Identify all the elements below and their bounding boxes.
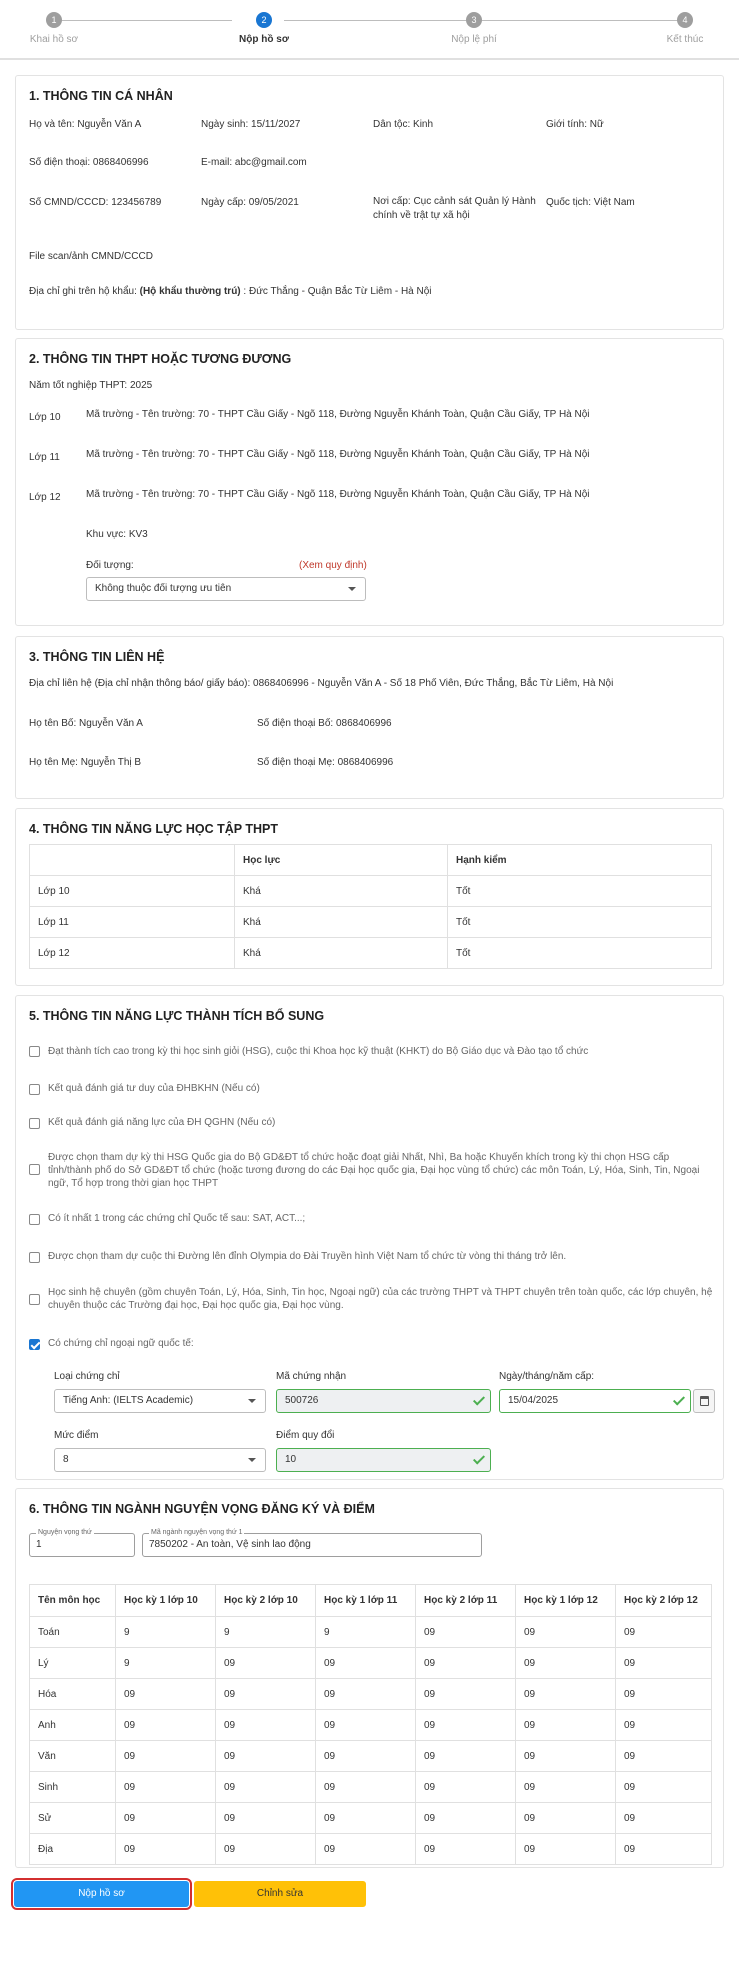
score-cell: 09 [416, 1772, 516, 1803]
score-cell: 09 [516, 1834, 616, 1865]
table-row [30, 1741, 712, 1772]
issue-date: Ngày cấp: 09/05/2021 [201, 197, 299, 208]
score-cell: 09 [416, 1834, 516, 1865]
table-row [30, 1679, 712, 1710]
subject-name: Sinh [30, 1772, 116, 1803]
score-cell: 09 [616, 1710, 712, 1741]
table-cell: Tốt [448, 938, 712, 969]
subject-name: Anh [30, 1710, 116, 1741]
cert-code-label: Mã chứng nhận [276, 1371, 347, 1382]
score-cell: 09 [416, 1648, 516, 1679]
priority-rules-link[interactable]: (Xem quy định) [299, 560, 367, 571]
score-cell: 09 [416, 1741, 516, 1772]
score-cell: 09 [316, 1648, 416, 1679]
subject-name: Toán [30, 1617, 116, 1648]
score-label: Mức điểm [54, 1430, 99, 1441]
score-cell: 09 [316, 1834, 416, 1865]
subject-name: Địa [30, 1834, 116, 1865]
achievement-checkbox[interactable] [29, 1046, 40, 1057]
column-header: Học kỳ 2 lớp 10 [216, 1585, 316, 1617]
id-scan-label: File scan/ảnh CMND/CCCD [29, 251, 153, 262]
section-title: 6. THÔNG TIN NGÀNH NGUYỆN VỌNG ĐĂNG KÝ VÀ ĐIỂM [29, 1502, 375, 1516]
step-connector [482, 20, 678, 21]
section-title: 3. THÔNG TIN LIÊN HỆ [29, 650, 165, 664]
school-info: Mã trường - Tên trường: 70 - THPT Cầu Giấy - Ngõ 118, Đường Nguyễn Khánh Toàn, Quận Cầu Giấy, TP Hà Nội [86, 489, 590, 500]
score-cell: 09 [416, 1803, 516, 1834]
major-code-input[interactable] [142, 1529, 482, 1557]
check-icon [473, 1452, 485, 1464]
score-cell: 09 [216, 1834, 316, 1865]
score-cell: 09 [216, 1648, 316, 1679]
step-number: 4 [677, 12, 693, 28]
cert-date-value: 15/04/2025 [508, 1395, 559, 1406]
table-cell: Khá [235, 907, 448, 938]
step-khai-ho-so[interactable] [28, 12, 80, 45]
check-icon [473, 1393, 485, 1405]
score-cell: 09 [316, 1772, 416, 1803]
mother-phone: Số điện thoại Mẹ: 0868406996 [257, 757, 394, 768]
table-row [30, 876, 712, 907]
achievement-checkbox[interactable] [29, 1084, 40, 1095]
ethnicity: Dân tộc: Kinh [373, 119, 434, 130]
table-row [30, 907, 712, 938]
table-row [30, 1648, 712, 1679]
table-row [30, 1710, 712, 1741]
column-header: Tên môn học [30, 1585, 116, 1617]
score-cell: 09 [316, 1741, 416, 1772]
step-ket-thuc[interactable] [660, 12, 710, 45]
score-cell: 09 [216, 1679, 316, 1710]
achievement-label: Đạt thành tích cao trong kỳ thi học sinh giỏi (HSG), cuộc thi Khoa học kỹ thuật (KHKT) do Bộ Giáo dục và Đào tạo tổ chức [48, 1046, 589, 1057]
graduation-year: Năm tốt nghiệp THPT: 2025 [29, 380, 153, 391]
achievement-label: Được chọn tham dự cuộc thi Đường lên đỉnh Olympia do Đài Truyền hình Việt Nam tổ chức từ vòng thi tháng trở lên. [48, 1251, 567, 1262]
section-title: 5. THÔNG TIN NĂNG LỰC THÀNH TÍCH BỔ SUNG [29, 1009, 325, 1023]
issue-place: Nơi cấp: Cục cảnh sát Quản lý Hành chính về trật tự xã hội [373, 196, 536, 221]
score-cell: 9 [216, 1617, 316, 1648]
score-cell: 09 [216, 1741, 316, 1772]
chevron-down-icon [348, 587, 356, 591]
achievement-label: Học sinh hệ chuyên (gồm chuyên Toán, Lý, Hóa, Sinh, Tin học, Ngoại ngữ) của các trường THPT và THPT chuyên trên toàn quốc, các lớp chuyên, hệ chuyên thuộc các Trường đại học, Đại học quốc gia, Đại học vùng. [48, 1287, 713, 1311]
score-cell: 09 [616, 1803, 712, 1834]
stepper [0, 0, 739, 60]
score-cell: 09 [416, 1617, 516, 1648]
school-info: Mã trường - Tên trường: 70 - THPT Cầu Giấy - Ngõ 118, Đường Nguyễn Khánh Toàn, Quận Cầu Giấy, TP Hà Nội [86, 409, 590, 420]
step-number: 2 [256, 12, 272, 28]
academic-table [29, 844, 712, 969]
column-header [30, 845, 235, 876]
gender: Giới tính: Nữ [546, 119, 604, 130]
cert-date-label: Ngày/tháng/năm cấp: [499, 1371, 595, 1382]
subject-name: Văn [30, 1741, 116, 1772]
score-cell: 9 [116, 1648, 216, 1679]
column-header: Học kỳ 2 lớp 11 [416, 1585, 516, 1617]
table-cell: Lớp 11 [30, 907, 235, 938]
cert-type-value: Tiếng Anh: (IELTS Academic) [63, 1395, 194, 1406]
score-cell: 09 [516, 1679, 616, 1710]
column-header: Học lực [235, 845, 448, 876]
score-cell: 09 [616, 1679, 712, 1710]
chevron-down-icon [248, 1458, 256, 1462]
table-cell: Lớp 10 [30, 876, 235, 907]
converted-score-label: Điểm quy đổi [276, 1430, 335, 1441]
achievement-label: Được chọn tham dự kỳ thi HSG Quốc gia do Bộ GD&ĐT tổ chức hoặc đoạt giải Nhất, Nhì, Ba hoặc Khuyến khích trong kỳ thi chọn HSG cấp tỉnh/thành phố do Sở GD&ĐT tổ chức (hoặc tương đương do các Đại học quốc gia, Đại học vùng tổ chức) các môn Toán, Lý, Hóa, Sinh, Tin, Ngoại ngữ, Tổ hợp trong thời gian học THPT [48, 1152, 700, 1189]
converted-score-value: 10 [285, 1454, 297, 1465]
table-cell: Tốt [448, 907, 712, 938]
email: E-mail: abc@gmail.com [201, 157, 307, 168]
score-cell: 09 [616, 1772, 712, 1803]
score-cell: 09 [416, 1710, 516, 1741]
score-cell: 09 [216, 1710, 316, 1741]
score-cell: 09 [316, 1710, 416, 1741]
table-header-row [30, 845, 712, 876]
table-cell: Khá [235, 938, 448, 969]
household-address [29, 286, 432, 297]
cert-type-select[interactable] [54, 1389, 266, 1413]
score-cell: 09 [116, 1772, 216, 1803]
section-title: 2. THÔNG TIN THPT HOẶC TƯƠNG ĐƯƠNG [29, 352, 292, 366]
score-cell: 9 [116, 1617, 216, 1648]
section-contact-info [15, 636, 724, 799]
priority-label: Đối tượng: [86, 560, 134, 571]
table-cell: Khá [235, 876, 448, 907]
achievement-label: Có chứng chỉ ngoại ngữ quốc tế: [48, 1338, 194, 1349]
full-name: Họ và tên: Nguyễn Văn A [29, 119, 142, 130]
score-cell: 9 [316, 1617, 416, 1648]
step-nop-ho-so[interactable] [238, 12, 290, 45]
score-cell: 09 [516, 1741, 616, 1772]
father-phone: Số điện thoại Bố: 0868406996 [257, 718, 392, 729]
major-code-value: 7850202 - An toàn, Vệ sinh lao động [149, 1539, 311, 1550]
mother-name: Họ tên Mẹ: Nguyễn Thị B [29, 757, 142, 768]
column-header: Học kỳ 2 lớp 12 [616, 1585, 712, 1617]
score-cell: 09 [316, 1803, 416, 1834]
achievement-checkbox[interactable] [29, 1252, 40, 1263]
table-row [30, 1617, 712, 1648]
score-cell: 09 [216, 1772, 316, 1803]
step-number: 3 [466, 12, 482, 28]
achievement-checkbox[interactable] [29, 1214, 40, 1225]
step-number: 1 [46, 12, 62, 28]
score-cell: 09 [516, 1648, 616, 1679]
column-header: Học kỳ 1 lớp 10 [116, 1585, 216, 1617]
achievement-checkbox[interactable] [29, 1294, 40, 1305]
calendar-icon [700, 1396, 709, 1406]
achievement-checkbox-checked[interactable] [29, 1339, 40, 1350]
school-info: Mã trường - Tên trường: 70 - THPT Cầu Giấy - Ngõ 118, Đường Nguyễn Khánh Toàn, Quận Cầu Giấy, TP Hà Nội [86, 449, 590, 460]
check-icon [673, 1393, 685, 1405]
achievement-label: Kết quả đánh giá tư duy của ĐHBKHN (Nếu có) [48, 1083, 260, 1094]
score-cell: 09 [616, 1617, 712, 1648]
step-connector [62, 20, 232, 21]
address-prefix: Địa chỉ ghi trên hộ khẩu: [29, 286, 140, 297]
converted-score-input[interactable] [276, 1448, 491, 1472]
score-cell: 09 [316, 1679, 416, 1710]
section-personal-info [15, 75, 724, 330]
score-cell: 09 [516, 1803, 616, 1834]
score-cell: 09 [116, 1679, 216, 1710]
scores-table-body [29, 1616, 712, 1865]
section-title: 4. THÔNG TIN NĂNG LỰC HỌC TẬP THPT [29, 822, 279, 836]
id-number: Số CMND/CCCD: 123456789 [29, 197, 162, 208]
score-cell: 09 [516, 1710, 616, 1741]
grade-label: Lớp 12 [29, 492, 61, 503]
major-code-legend: Mã ngành nguyện vọng thứ 1 [151, 1529, 243, 1536]
cert-type-label: Loại chứng chỉ [54, 1371, 120, 1382]
subject-name: Lý [30, 1648, 116, 1679]
step-label: Nộp lệ phí [451, 34, 497, 45]
score-select[interactable] [54, 1448, 266, 1472]
priority-select-value: Không thuộc đối tượng ưu tiên [95, 583, 232, 594]
score-cell: 09 [116, 1710, 216, 1741]
nationality: Quốc tịch: Việt Nam [546, 197, 635, 208]
table-row [30, 938, 712, 969]
date-of-birth: Ngày sinh: 15/11/2027 [201, 119, 301, 130]
score-cell: 09 [116, 1741, 216, 1772]
achievement-label: Kết quả đánh giá năng lực của ĐH QGHN (Nếu có) [48, 1117, 276, 1128]
edit-button[interactable]: Chỉnh sửa [194, 1881, 366, 1907]
score-cell: 09 [116, 1803, 216, 1834]
score-cell: 09 [516, 1772, 616, 1803]
score-cell: 09 [216, 1803, 316, 1834]
table-header-row [30, 1585, 712, 1617]
address-value: : Đức Thắng - Quận Bắc Từ Liêm - Hà Nội [240, 286, 432, 297]
contact-address: Địa chỉ liên hệ (Địa chỉ nhận thông báo/ giấy báo): 0868406996 - Nguyễn Văn A - Số 18 Phố Viên, Đức Thắng, Bắc Từ Liêm, Hà Nội [29, 678, 614, 689]
table-row [30, 1803, 712, 1834]
table-cell: Lớp 12 [30, 938, 235, 969]
father-name: Họ tên Bố: Nguyễn Văn A [29, 718, 143, 729]
step-label: Nộp hồ sơ [239, 34, 289, 45]
step-label: Khai hồ sơ [29, 34, 79, 45]
region: Khu vực: KV3 [86, 529, 148, 540]
column-header: Học kỳ 1 lớp 12 [516, 1585, 616, 1617]
column-header: Học kỳ 1 lớp 11 [316, 1585, 416, 1617]
score-cell: 09 [616, 1834, 712, 1865]
subject-name: Sử [30, 1803, 116, 1834]
achievement-checkbox[interactable] [29, 1118, 40, 1129]
achievement-checkbox[interactable] [29, 1164, 40, 1175]
grade-label: Lớp 11 [29, 452, 60, 463]
section-title: 1. THÔNG TIN CÁ NHÂN [29, 89, 173, 103]
step-connector [284, 20, 466, 21]
wish-order-input[interactable] [29, 1529, 135, 1557]
section-major-registration [15, 1488, 724, 1868]
score-value: 8 [63, 1454, 69, 1465]
score-cell: 09 [416, 1679, 516, 1710]
score-cell: 09 [516, 1617, 616, 1648]
phone: Số điện thoại: 0868406996 [29, 157, 149, 168]
grade-label: Lớp 10 [29, 412, 61, 423]
section-highschool-info [15, 338, 724, 626]
table-row [30, 1834, 712, 1865]
cert-date-input[interactable] [499, 1389, 691, 1413]
section-academic-info [15, 808, 724, 986]
cert-code-input[interactable] [276, 1389, 491, 1413]
scores-table [29, 1584, 712, 1617]
score-cell: 09 [616, 1648, 712, 1679]
achievement-label: Có ít nhất 1 trong các chứng chỉ Quốc tế sau: SAT, ACT...; [48, 1213, 306, 1224]
table-row [30, 1772, 712, 1803]
step-nop-le-phi[interactable] [448, 12, 500, 45]
subject-name: Hóa [30, 1679, 116, 1710]
score-cell: 09 [116, 1834, 216, 1865]
step-label: Kết thúc [666, 34, 704, 45]
score-cell: 09 [616, 1741, 712, 1772]
wish-order-value: 1 [36, 1539, 42, 1550]
column-header: Hạnh kiểm [448, 845, 712, 876]
chevron-down-icon [248, 1399, 256, 1403]
priority-select[interactable] [86, 577, 366, 601]
calendar-button[interactable] [693, 1389, 715, 1413]
section-achievements [15, 995, 724, 1480]
table-cell: Tốt [448, 876, 712, 907]
cert-code-value: 500726 [285, 1395, 319, 1406]
address-bold: (Hộ khẩu thường trú) [139, 286, 241, 297]
wish-order-legend: Nguyện vọng thứ [38, 1529, 92, 1536]
submit-button[interactable]: Nộp hồ sơ [14, 1881, 189, 1907]
